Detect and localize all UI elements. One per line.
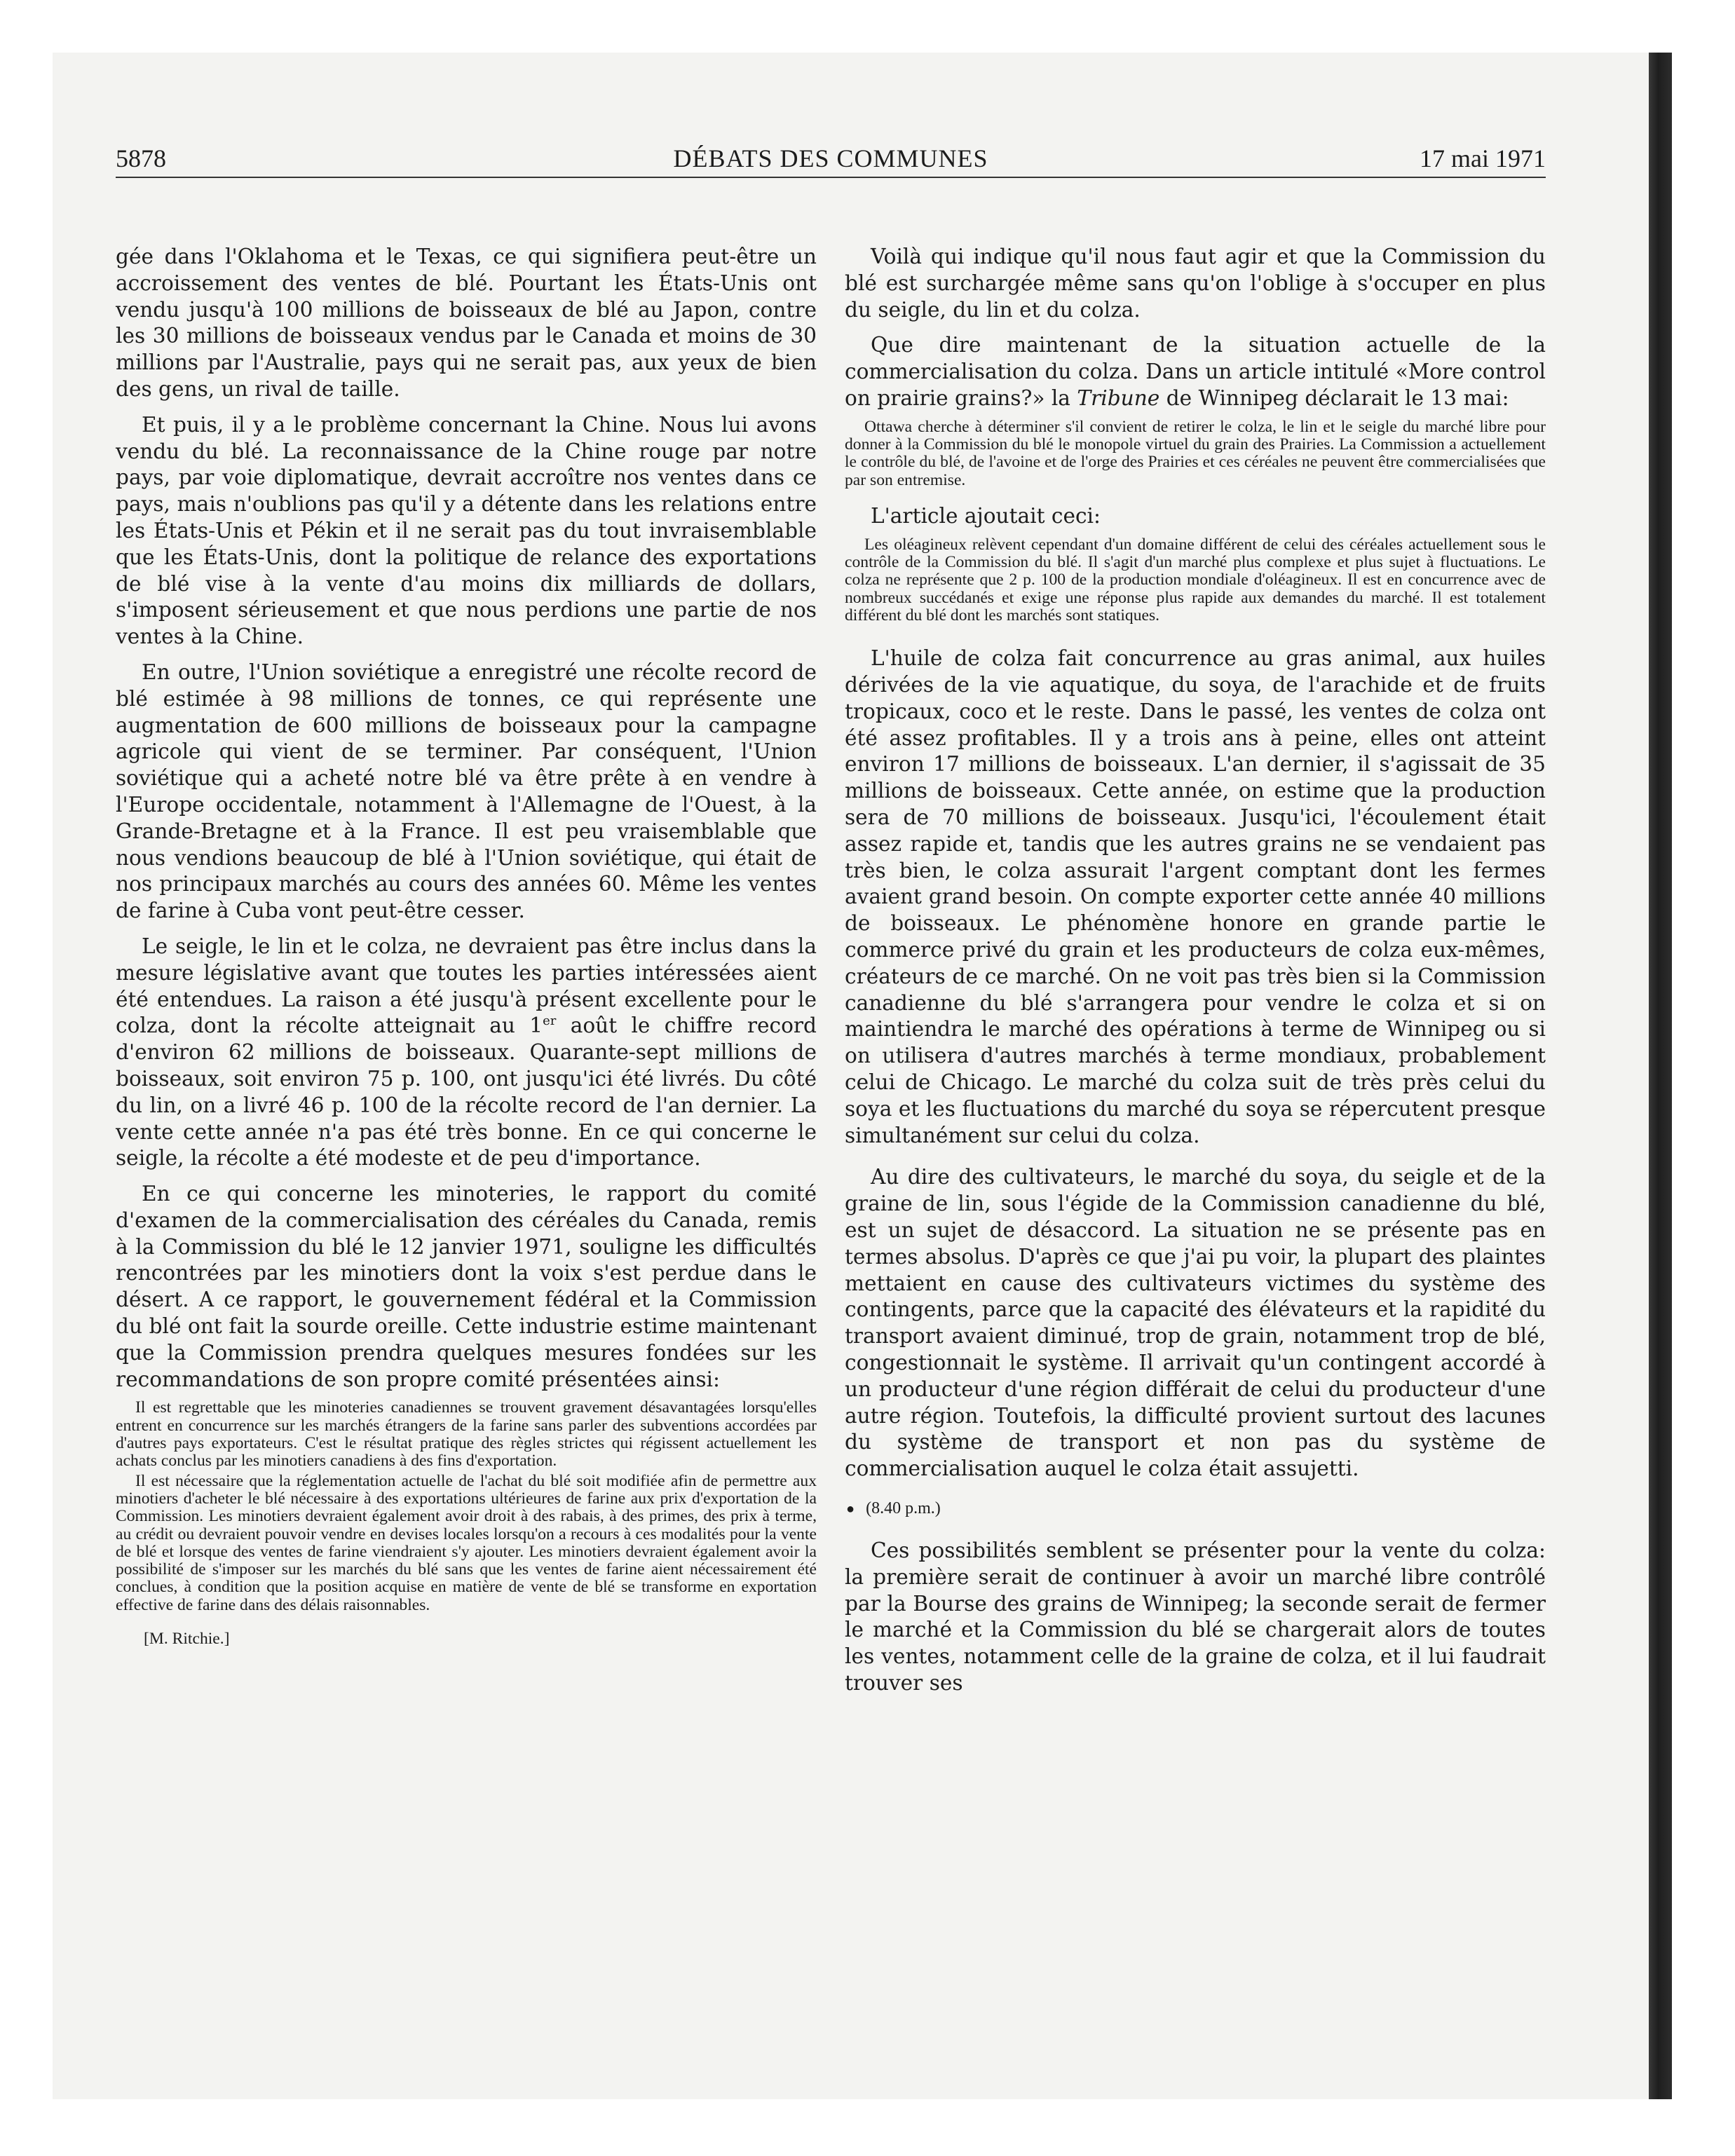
right-column: [845, 244, 1546, 1706]
block-quote: Les oléagineux relèvent cependant d'un domaine différent de celui des céréales actuellement sous le contrôle de la Commission du blé. Il s'agit d'un marché plus complexe et plus sujet à fluctuations. Le colza ne représente que 2 p. 100 de la production mondiale d'oléagineux. Il est en concurrence avec de nombreux succédanés et exige une réponse plus rapide aux demandes du marché. Il est totalement différent du blé dont les marchés sont statiques.: [845, 535, 1546, 625]
paragraph: Au dire des cultivateurs, le marché du soya, du seigle et de la graine de lin, sous l'égide de la Commission canadienne du blé, est un sujet de désaccord. La situation ne se présente pas en termes absolus. D'après ce que j'ai pu voir, la plupart des plaintes mettaient en cause des cultivateurs victimes du système des contingents, parce que la capacité des élévateurs et la rapidité du transport avaient diminué, trop de grain, notamment trop de blé, congestionnait le système. Il arrivait qu'un contingent accordé à un producteur d'une région différait de celui du producteur d'une autre région. Toutefois, la difficulté provient surtout des lacunes du système de transport et non pas du système de commercialisation auquel le colza était assujetti.: [845, 1165, 1546, 1481]
paragraph: En ce qui concerne les minoteries, le rapport du comité d'examen de la commercialisation des céréales du Canada, remis à la Commission du blé le 12 janvier 1971, souligne les difficultés rencontrées par les minotiers dont la voix s'est perdue dans le désert. A ce rapport, le gouvernement fédéral et la Commission du blé ont fait la sourde oreille. Cette industrie estime maintenant que la Commission prendra quelques mesures fondées sur les recommandations de son propre comité présentées ainsi:: [116, 1182, 817, 1391]
paragraph: gée dans l'Oklahoma et le Texas, ce qui signifiera peut-être un accroissement des ventes de blé. Pourtant les États-Unis ont vendu jusqu'à 100 millions de boisseaux de blé au Japon, contre les 30 millions de boisseaux vendus par le Canada et moins de 30 millions par l'Australie, pays qui ne serait pas, aux yeux de bien des gens, un rival de taille.: [116, 245, 817, 401]
paragraph: Que dire maintenant de la situation actuelle de la commercialisation du colza. Dans un article intitulé «More control on prairie grains?» la Tribune de Winnipeg déclarait le 13 mai:: [845, 333, 1546, 410]
paragraph: Le seigle, le lin et le colza, ne devraient pas être inclus dans la mesure législative avant que toutes les parties intéressées aient été entendues. La raison a été jusqu'à présent excellente pour le colza, dont la récolte atteignait au 1er août le chiffre record d'environ 62 millions de boisseaux. Quarante-sept millions de boisseaux, soit environ 75 p. 100, ont jusqu'ici été livrés. Du côté du lin, on a livré 46 p. 100 de la récolte record de l'an dernier. La vente cette année n'a pas été très bonne. En ce qui concerne le seigle, la récolte a été modeste et de peu d'importance.: [116, 934, 817, 1171]
paragraph: Et puis, il y a le problème concernant la Chine. Nous lui avons vendu du blé. La reconnaissance de la Chine rouge par notre pays, par voie diplomatique, devrait accroître nos ventes dans ce pays, mais n'oublions pas qu'il y a détente dans les relations entre les États-Unis et Pékin et il ne serait pas du tout invraisemblable que les États-Unis, dont la politique de relance des exportations de blé vise à la vente d'au moins dix milliards de dollars, s'imposent sérieusement et que nous perdions une partie de nos ventes à la Chine.: [116, 412, 817, 649]
time-marker: ● (8.40 p.m.): [846, 1499, 941, 1517]
superscript: er: [543, 1014, 557, 1029]
speaker-attribution: [M. Ritchie.]: [144, 1630, 230, 1649]
newspaper-name: Tribune: [1077, 386, 1160, 410]
bullet-icon: ●: [846, 1501, 855, 1517]
block-quote: Il est regrettable que les minoteries canadiennes se trouvent gravement désavantagées lorsqu'elles entrent en concurrence sur les marchés étrangers de la farine sans parler des subventions accordées par d'autres pays exportateurs. C'est le résultat pratique des règles strictes qui régissent actuellement les achats conclus par les minotiers canadiens à des fins d'exportation.: [116, 1398, 817, 1471]
page-title: DÉBATS DES COMMUNES: [673, 144, 988, 172]
block-quote: Il est nécessaire que la réglementation actuelle de l'achat du blé soit modifiée afin de permettre aux minotiers d'acheter le blé nécessaire à des exportations ultérieures de farine aux prix d'exportation de la Commission. Les minotiers devraient également avoir droit à des rabais, à des primes, des prix à terme, au crédit ou devraient pouvoir vendre en devises locales lorsqu'on a recours à ces modalités pour la vente de blé et lorsque des ventes de farine viendraient s'y ajouter. Les minotiers devraient également avoir la possibilité de s'imposer sur les marchés du blé sans que les ventes de farine aient nécessairement été conclues, à condition que la position acquise en matière de vente de blé se transforme en exportation effective de farine dans des délais raisonnables.: [116, 1471, 817, 1614]
page-header: [116, 144, 1546, 179]
paragraph: L'article ajoutait ceci:: [871, 503, 1101, 528]
paragraph: Voilà qui indique qu'il nous faut agir et que la Commission du blé est surchargée même sans qu'on l'oblige à s'occuper en plus du seigle, du lin et du colza.: [845, 245, 1546, 322]
block-quote: Ottawa cherche à déterminer s'il convient de retirer le colza, le lin et le seigle du marché libre pour donner à la Commission du blé le monopole virtuel du grain des Prairies. La Commission a actuellement le contrôle du blé, de l'avoine et de l'orge des Prairies et ces céréales ne peuvent être commercialisées que par son entremise.: [845, 417, 1546, 489]
paragraph: L'huile de colza fait concurrence au gras animal, aux huiles dérivées de la vie aquatique, du soya, de l'arachide et de fruits tropicaux, coco et le reste. Dans le passé, les ventes de colza ont été assez profitables. Il y a trois ans à peine, elles ont atteint environ 17 millions de boisseaux. L'an dernier, il s'agissait de 35 millions de boisseaux. Cette année, on estime que la production sera de 70 millions de boisseaux. Jusqu'ici, l'écoulement était assez rapide et, tandis que les autres grains ne se vendaient pas très bien, le colza assurait l'argent comptant dont les fermes avaient grand besoin. On compte exporter cette année 40 millions de boisseaux. Le phénomène honore en grande partie le commerce privé du grain et les producteurs de colza eux-mêmes, créateurs de ce marché. On ne voit pas très bien si la Commission canadienne du blé s'arrangera pour vendre le colza et si on maintiendra le marché des opérations à terme de Winnipeg ou si on utilisera d'autres marchés à terme mondiaux, probablement celui de Chicago. Le marché du colza suit de très près celui du soya et les fluctuations du marché du soya se répercutent presque simultanément sur celui du colza.: [845, 646, 1546, 1147]
paragraph: En outre, l'Union soviétique a enregistré une récolte record de blé estimée à 98 millions de tonnes, ce qui représente une augmentation de 600 millions de boisseaux pour la campagne agricole qui vient de se terminer. Par conséquent, l'Union soviétique qui a acheté notre blé va être prête à en vendre à l'Europe occidentale, notamment à l'Allemagne de l'Ouest, à la Grande-Bretagne et à la France. Il est peu vraisemblable que nous vendions beaucoup de blé à l'Union soviétique, qui était de nos principaux marchés au cours des années 60. Même les ventes de farine à Cuba vont peut-être cesser.: [116, 660, 817, 923]
page-date: 17 mai 1971: [1420, 144, 1546, 172]
paragraph: Ces possibilités semblent se présenter pour la vente du colza: la première serait de continuer à avoir un marché libre contrôlé par la Bourse des grains de Winnipeg; la seconde serait de fermer le marché et la Commission du blé se chargerait alors de toutes les ventes, notamment celle de la graine de colza, et il lui faudrait trouver ses: [845, 1538, 1546, 1695]
header-rule: [116, 177, 1546, 178]
left-column: [116, 244, 817, 1649]
page-number: 5878: [116, 144, 166, 172]
scan-edge-shadow: [1649, 53, 1672, 2099]
